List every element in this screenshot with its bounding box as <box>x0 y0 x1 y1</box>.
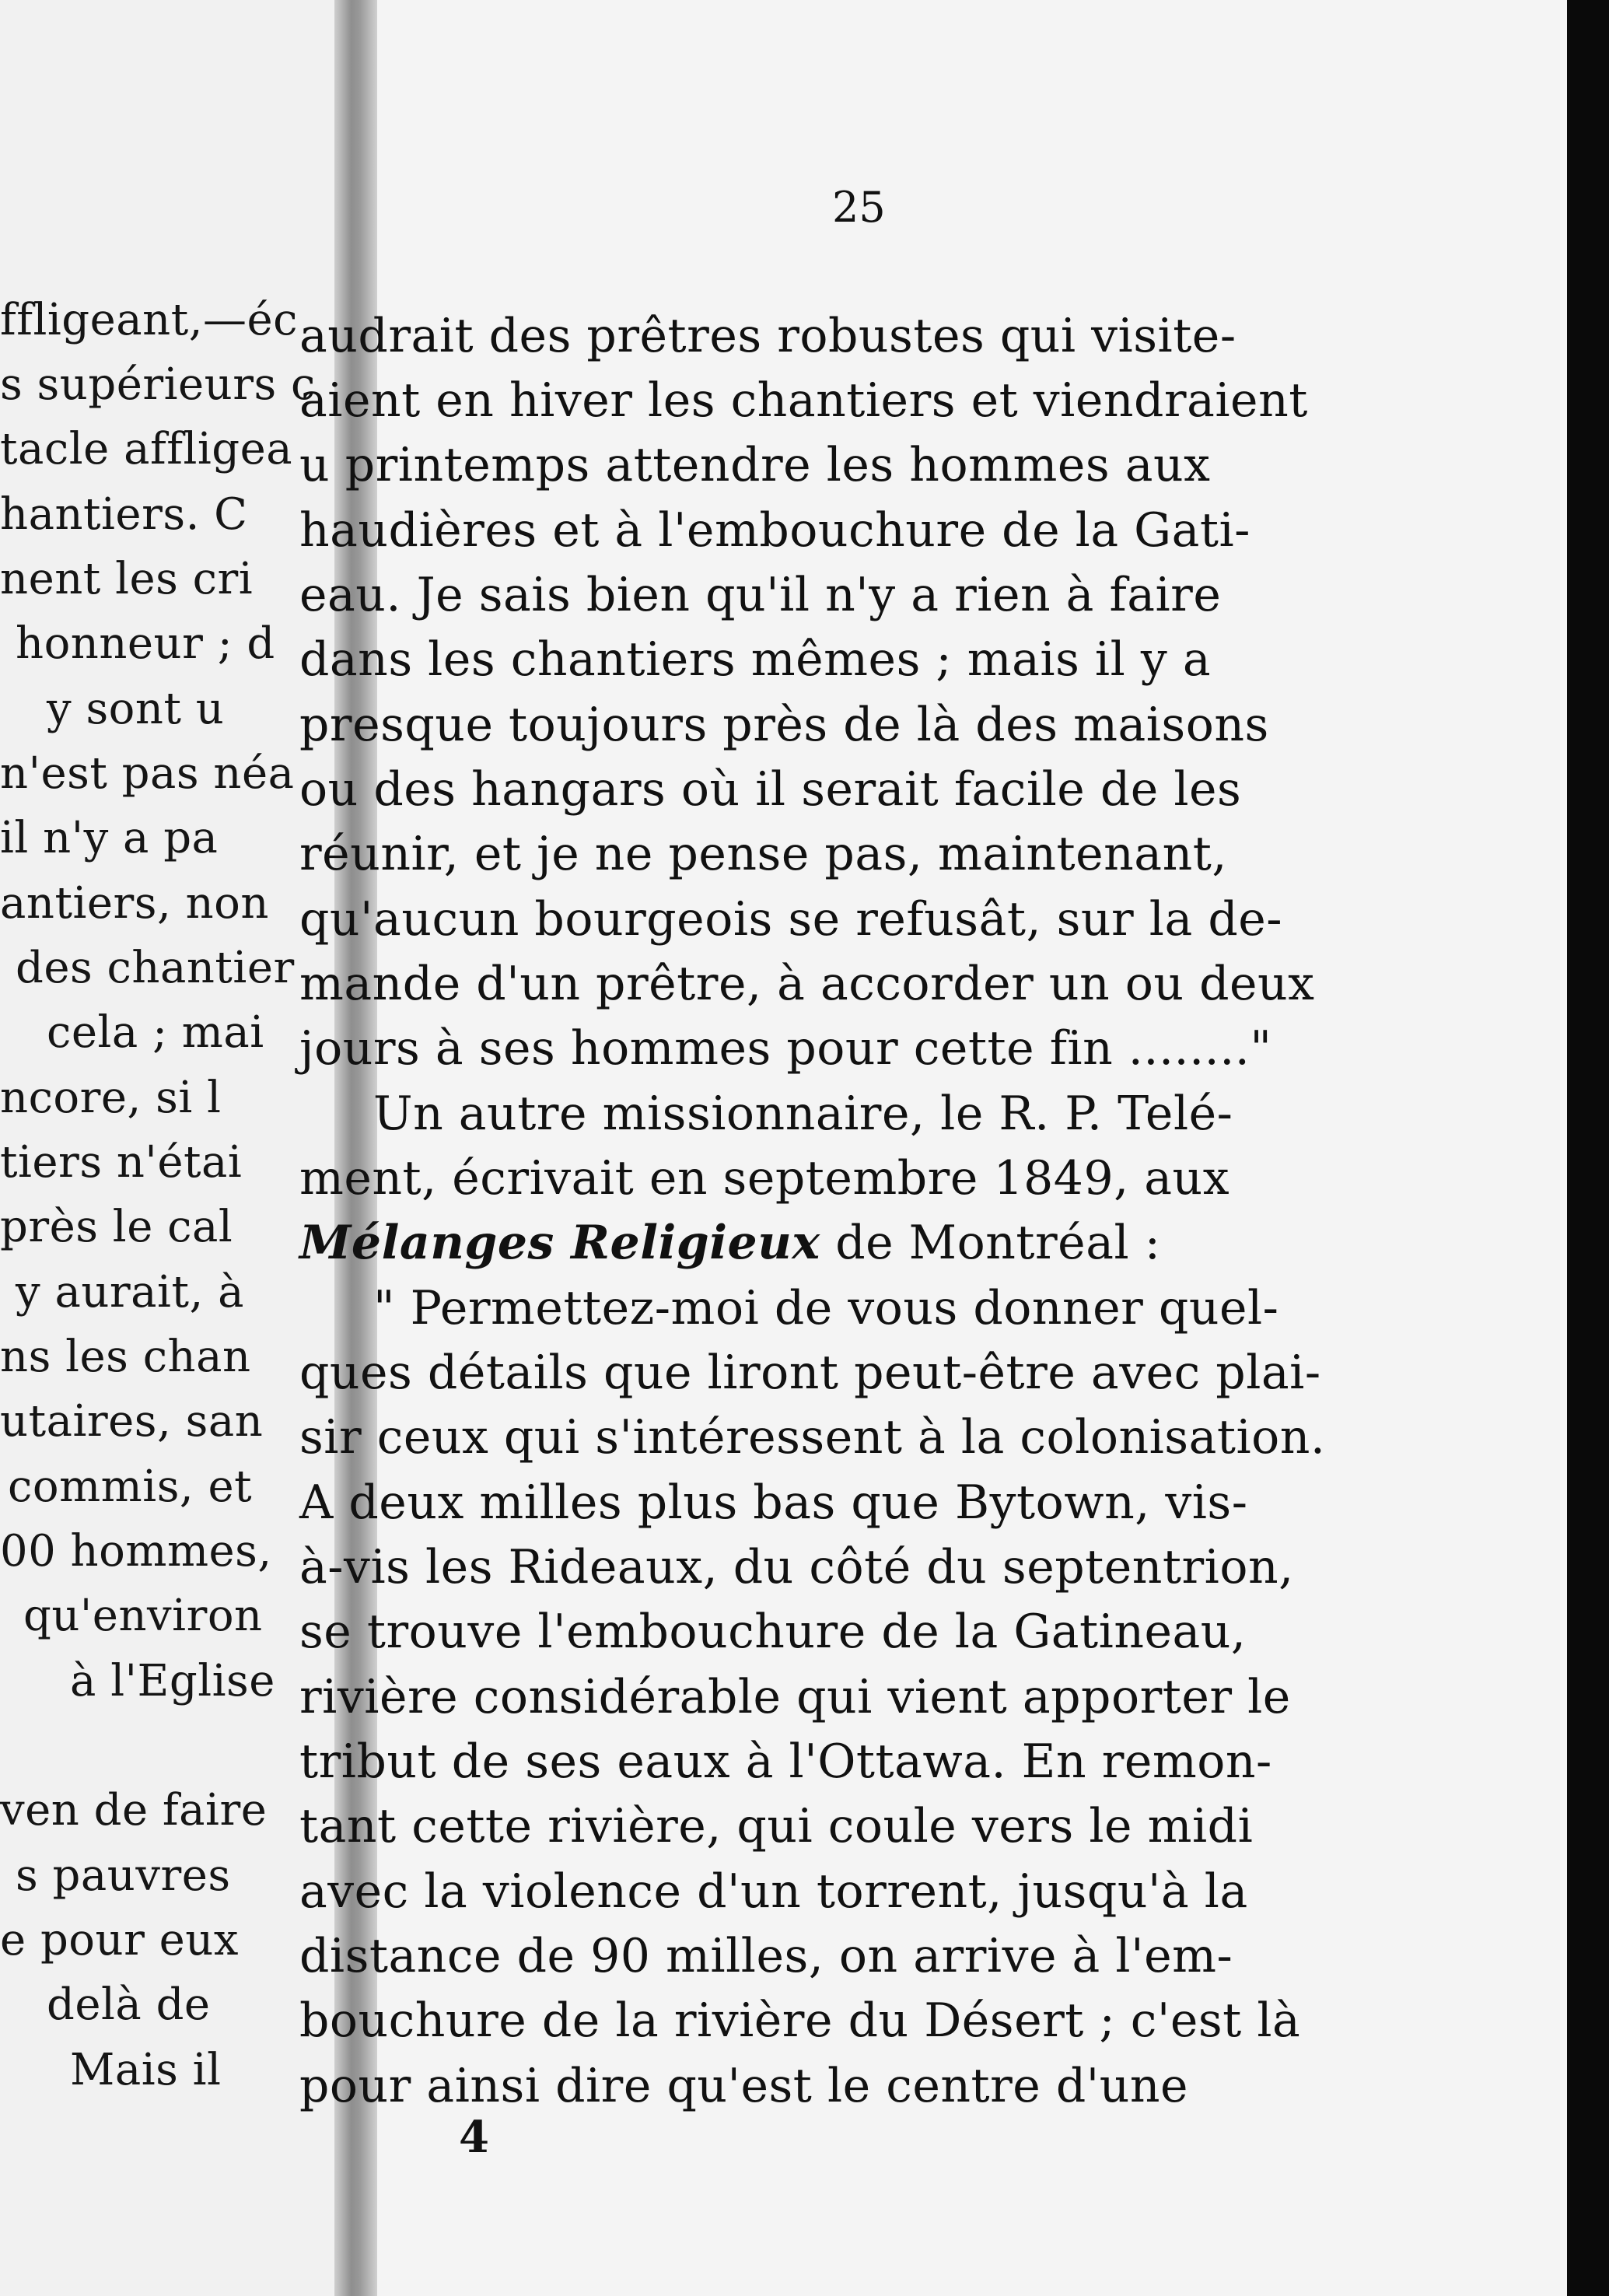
text-line: aient en hiver les chantiers et viendraient <box>299 373 1308 428</box>
text-line: distance de 90 milles, on arrive à l'em- <box>299 1929 1233 1983</box>
newspaper-place: de Montréal : <box>820 1216 1161 1270</box>
left-line: ven de faire <box>0 1785 268 1836</box>
scan-edge <box>1567 0 1609 2296</box>
text-line: ment, écrivait en septembre 1849, aux <box>299 1151 1230 1206</box>
text-line: u printemps attendre les hommes aux <box>299 438 1211 492</box>
left-line: s supérieurs c <box>0 359 316 410</box>
text-line: haudières et à l'embouchure de la Gati- <box>299 503 1250 558</box>
text-line: audrait des prêtres robustes qui visite- <box>299 309 1236 363</box>
page-number: 25 <box>832 183 886 232</box>
text-line: tant cette rivière, qui coule vers le midi <box>299 1799 1254 1853</box>
text-line: jours à ses hommes pour cette fin ........" <box>299 1021 1272 1076</box>
text-line: ou des hangars où il serait facile de les <box>299 762 1242 817</box>
left-line: Mais il <box>70 2045 222 2095</box>
left-line: tiers n'étai <box>0 1137 243 1188</box>
left-line: utaires, san <box>0 1396 264 1447</box>
left-line: delà de <box>47 1979 211 2030</box>
left-line: y aurait, à <box>16 1267 244 1318</box>
text-line-newspaper <box>299 1212 1160 1274</box>
left-line: tacle affligea <box>0 424 293 474</box>
left-line: ffligeant,—éc <box>0 295 299 345</box>
text-line: tribut de ses eaux à l'Ottawa. En remon- <box>299 1734 1272 1789</box>
text-line: bouchure de la rivière du Désert ; c'est là <box>299 1993 1301 2048</box>
left-line: s pauvres <box>16 1850 231 1901</box>
text-line: mande d'un prêtre, à accorder un ou deux <box>299 957 1315 1011</box>
text-line: ques détails que liront peut-être avec plai- <box>299 1346 1321 1400</box>
text-line: à-vis les Rideaux, du côté du septentrion, <box>299 1540 1294 1594</box>
left-line: n'est pas néa <box>0 748 295 799</box>
text-line: pour ainsi dire qu'est le centre d'une <box>299 2059 1189 2113</box>
text-line: A deux milles plus bas que Bytown, vis- <box>299 1475 1248 1530</box>
newspaper-title: Mélanges Religieux <box>299 1216 820 1270</box>
text-line: presque toujours près de là des maisons <box>299 698 1269 752</box>
left-line: honneur ; d <box>16 618 275 669</box>
left-page-fragment <box>0 0 342 2296</box>
text-line: " Permettez-moi de vous donner quel- <box>373 1281 1279 1335</box>
left-line: ns les chan <box>0 1332 251 1382</box>
left-line: commis, et <box>8 1461 253 1512</box>
left-line: cela ; mai <box>47 1007 264 1058</box>
left-line: ncore, si l <box>0 1073 222 1123</box>
text-line: Un autre missionnaire, le R. P. Telé- <box>373 1087 1233 1141</box>
text-line: dans les chantiers mêmes ; mais il y a <box>299 632 1212 687</box>
left-line: 00 hommes, <box>0 1526 272 1577</box>
left-line: il n'y a pa <box>0 813 219 863</box>
left-line: nent les cri <box>0 554 254 604</box>
text-line: rivière considérable qui vient apporter le <box>299 1670 1291 1724</box>
text-line: eau. Je sais bien qu'il n'y a rien à faire <box>299 568 1222 622</box>
text-line: sir ceux qui s'intéressent à la colonisation. <box>299 1410 1326 1465</box>
left-line: e pour eux <box>0 1915 239 1965</box>
text-line: se trouve l'embouchure de la Gatineau, <box>299 1605 1247 1659</box>
left-line: des chantier <box>16 943 295 993</box>
left-line: près le cal <box>0 1202 233 1252</box>
text-line: qu'aucun bourgeois se refusât, sur la de- <box>299 892 1283 947</box>
text-line: avec la violence d'un torrent, jusqu'à la <box>299 1864 1248 1919</box>
left-line: à l'Eglise <box>70 1656 275 1706</box>
text-line: réunir, et je ne pense pas, maintenant, <box>299 827 1227 881</box>
left-line: hantiers. C <box>0 489 248 540</box>
left-line: qu'environ <box>23 1591 263 1641</box>
left-line: y sont u <box>47 684 225 734</box>
signature-mark: 4 <box>459 2112 489 2163</box>
left-line: antiers, non <box>0 878 269 929</box>
